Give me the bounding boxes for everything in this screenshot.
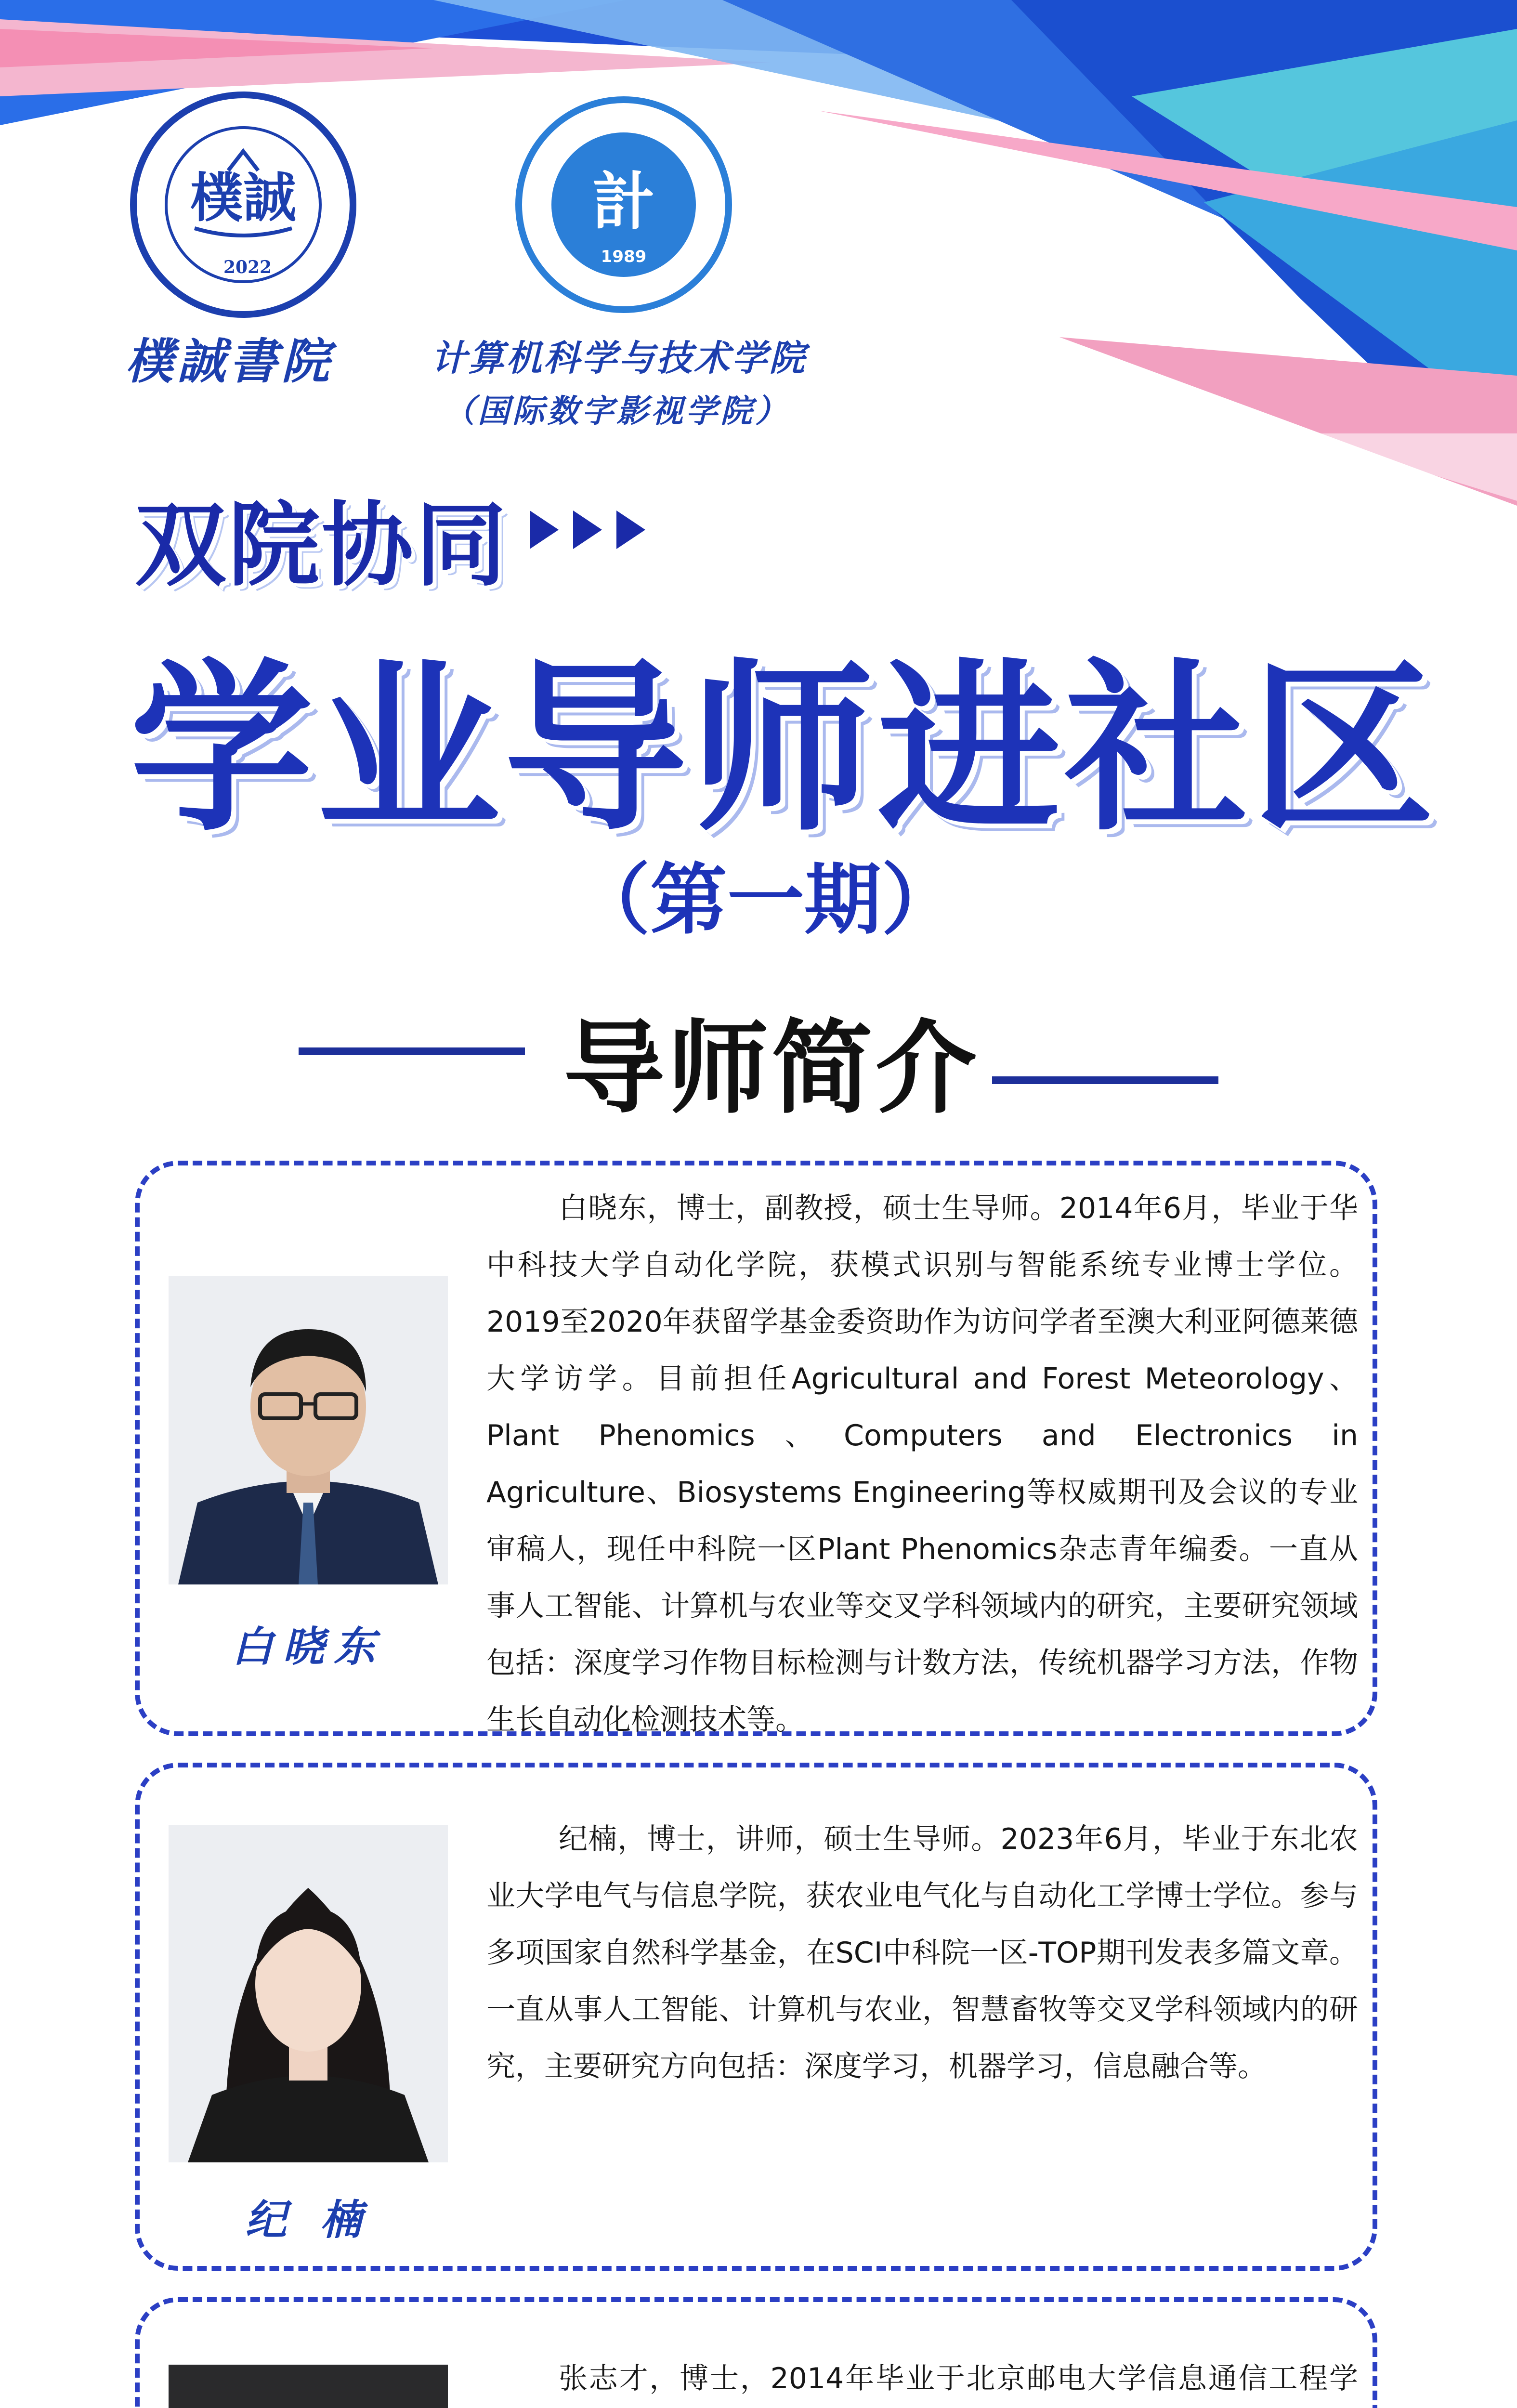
mentor-bio: 张志才，博士，2014年毕业于北京邮电大学信息通信工程学 — [559, 2362, 1358, 2395]
mentor-name: 纪 楠 — [245, 2196, 371, 2244]
subtitle: 双院协同 — [135, 492, 509, 599]
mentor-photo — [169, 1276, 448, 1584]
cs-school-name-sub: （国际数字影视学院） — [443, 392, 790, 430]
mentor-bio: 白晓东，博士，副教授，硕士生导师。2014年6月，毕业于华中科技大学自动化学院，获模式识别与智能系统专业博士学位。2019至2020年获留学基金委资助作为访问学者至澳大利亚阿德莱德大学访学。目前担任Agricultural and Forest Meteorology、Plant Phenomics、Computers and Electronics in Agriculture、Biosystems Engineering等权威期刊及会议的专业审稿人，现任中科院一区Plant Phenomics杂志青年编委。一直从事人工智能、计算机与农业等交叉学科领域内的研究，主要研究领域包括：深度学习作物目标检测与计数方法，传统机器学习方法，作物生长自动化检测技术等。 — [486, 1191, 1358, 1737]
cs-emblem-icon — [522, 103, 725, 306]
mentor-bio: 纪楠，博士，讲师，硕士生导师。2023年6月，毕业于东北农业大学电气与信息学院，获农业电气化与自动化工学博士学位。参与多项国家自然科学基金，在SCI中科院一区-TOP期刊发表多篇文章。一直从事人工智能、计算机与农业，智慧畜牧等交叉学科领域内的研究，主要研究方向包括：深度学习，机器学习，信息融合等。 — [486, 1822, 1358, 2083]
svg-text:計: 計 — [592, 165, 655, 238]
section-divider-left — [299, 1047, 525, 1055]
svg-text:樸誠: 樸誠 — [190, 167, 296, 229]
mentor-photo — [169, 1825, 448, 2162]
pucheng-emblem-icon — [137, 98, 350, 311]
triple-arrow-icon — [530, 510, 650, 549]
cs-school-logo — [515, 96, 732, 313]
man-portrait-icon — [169, 1276, 448, 1584]
main-title: 学业导师进社区 — [130, 642, 1438, 856]
mentor-photo — [169, 2365, 448, 2408]
section-divider-right — [992, 1076, 1218, 1084]
section-title: 导师简介 — [563, 1009, 980, 1127]
pucheng-logo-year: 2022 — [223, 257, 272, 277]
pucheng-logo — [130, 92, 356, 318]
cs-school-name: 计算机科学与技术学院 — [431, 338, 807, 379]
svg-text:1989: 1989 — [601, 247, 647, 266]
woman-portrait-icon — [169, 1825, 448, 2162]
issue-number: （第一期） — [573, 855, 959, 945]
pucheng-name: 樸誠書院 — [125, 333, 333, 390]
man-portrait-dark-icon — [169, 2365, 448, 2408]
mentor-name: 白晓东 — [232, 1623, 385, 1671]
